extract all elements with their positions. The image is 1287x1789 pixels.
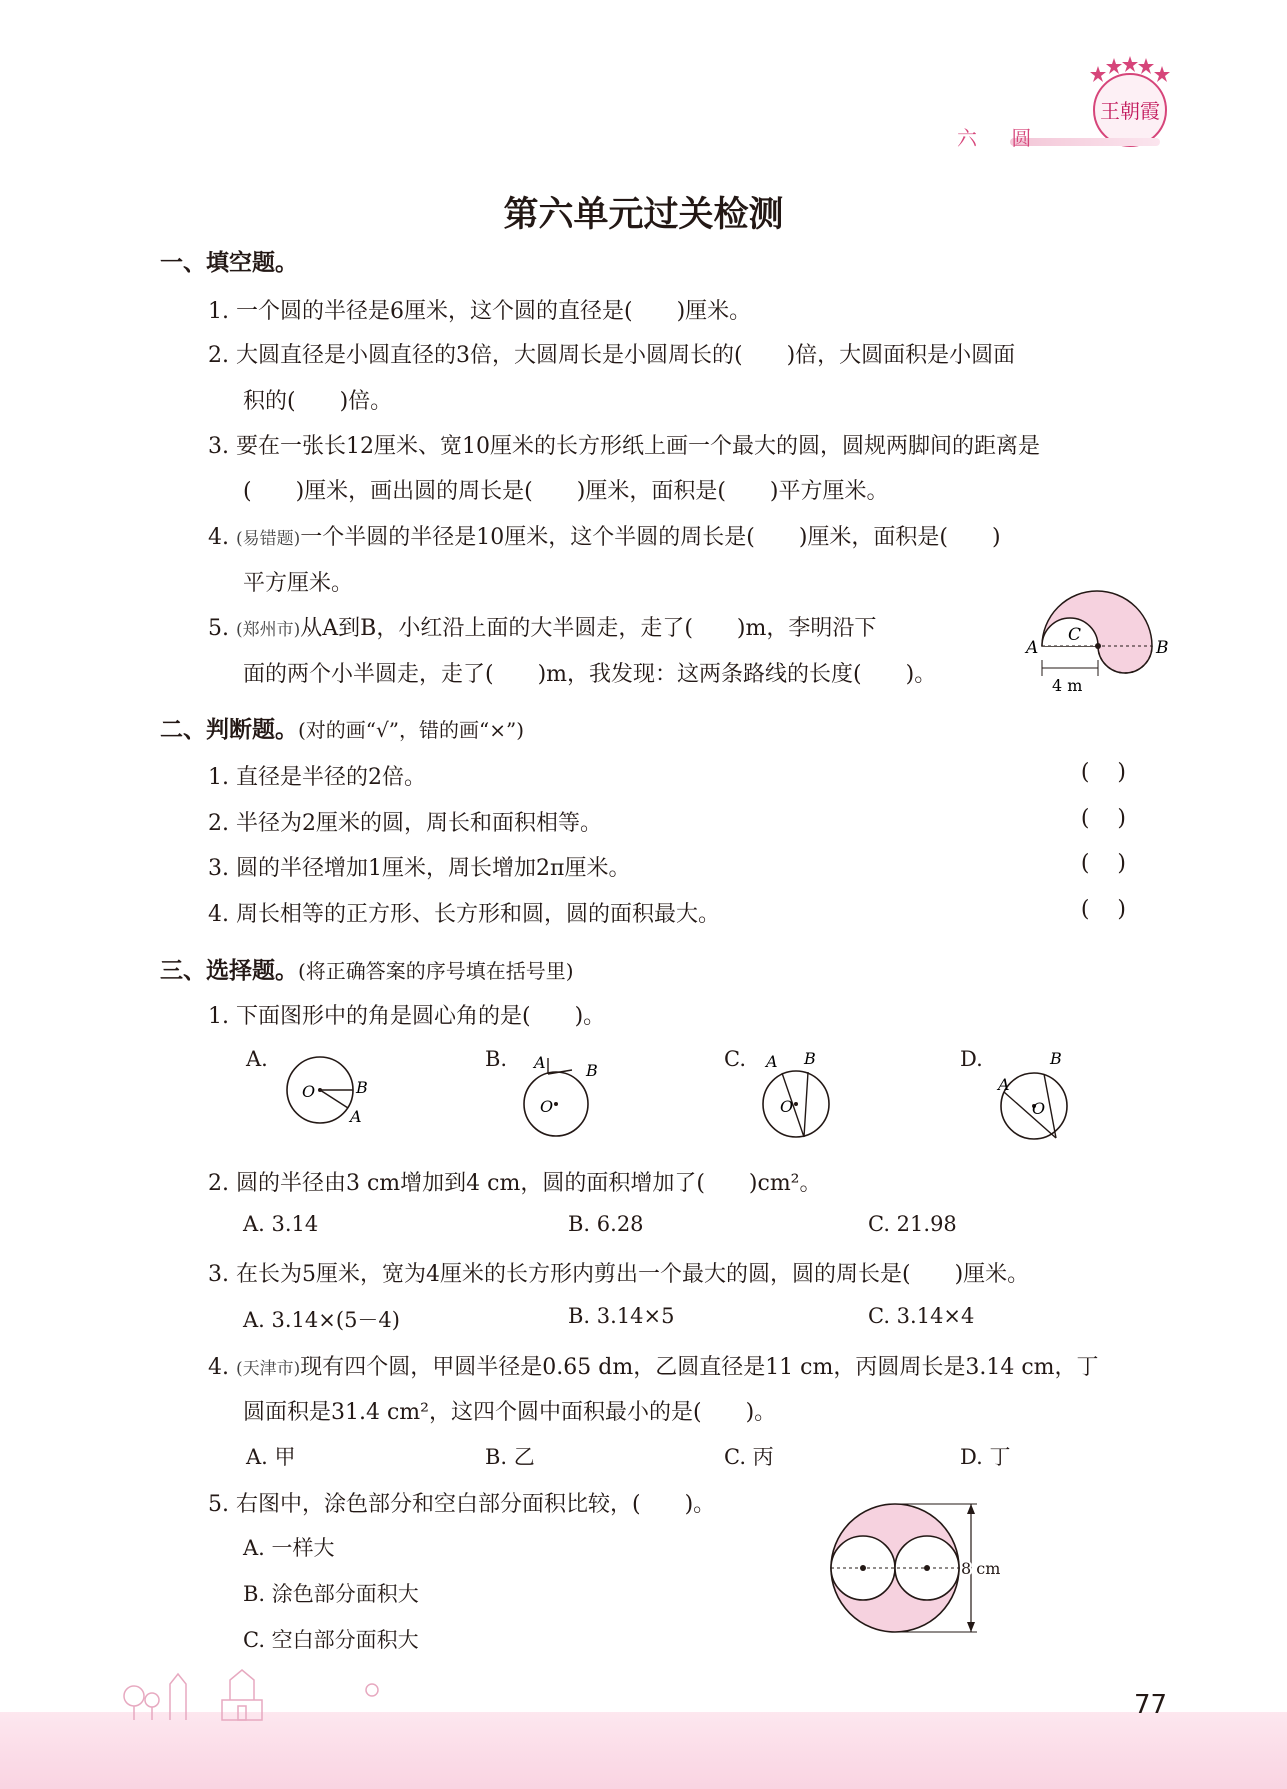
s2-answer-4[interactable]: () bbox=[1080, 897, 1154, 922]
section3-note: (将正确答案的序号填在括号里) bbox=[298, 959, 574, 983]
s1-q4b: 平方厘米。 bbox=[243, 571, 354, 596]
s1-q5 bbox=[208, 611, 876, 642]
s3-q4-num: 4. bbox=[208, 1355, 229, 1380]
s3-q5-opt-a: A. 一样大 bbox=[243, 1536, 335, 1560]
s3-q2: 2. 圆的半径由3 cm增加到4 cm，圆的面积增加了( )cm²。 bbox=[208, 1171, 822, 1196]
fig-d-label-b: B bbox=[1050, 1049, 1062, 1068]
s3-q1-opt-d: D. bbox=[960, 1047, 983, 1071]
s1-q5b: 面的两个小半圆走，走了( )m，我发现：这两条路线的长度( )。 bbox=[243, 662, 937, 687]
shaded-circle-figure bbox=[825, 1496, 1015, 1638]
s3-q2-opt-b: B. 6.28 bbox=[568, 1212, 644, 1236]
fig-label-b: B bbox=[1156, 638, 1169, 658]
s2-item-4: 4. 周长相等的正方形、长方形和圆，圆的面积最大。 bbox=[208, 902, 720, 927]
s1-q2a: 2. 大圆直径是小圆直径的3倍，大圆周长是小圆周长的( )倍，大圆面积是小圆面 bbox=[208, 343, 1016, 368]
s3-q1-opt-a: A. bbox=[246, 1047, 268, 1071]
s3-q2-opt-c: C. 21.98 bbox=[868, 1212, 957, 1236]
fig-label-a: A bbox=[1026, 638, 1039, 658]
section3-heading bbox=[160, 952, 574, 985]
logo-text: 王朝霞 bbox=[1100, 99, 1160, 123]
semicircle-path-figure bbox=[1020, 588, 1170, 700]
s3-q5: 5. 右图中，涂色部分和空白部分面积比较，( )。 bbox=[208, 1492, 716, 1517]
s3-q4 bbox=[208, 1350, 1099, 1381]
s3-q2-opt-a: A. 3.14 bbox=[243, 1212, 319, 1236]
s3-q4-opt-d: D. 丁 bbox=[960, 1445, 1011, 1469]
fig-c-label-o: O bbox=[780, 1097, 794, 1116]
s1-q4 bbox=[208, 520, 1001, 551]
s3-q4b: 圆面积是31.4 cm²，这四个圆中面积最小的是( )。 bbox=[243, 1400, 777, 1425]
s2-item-1: 1. 直径是半径的2倍。 bbox=[208, 765, 426, 790]
angle-figure-a bbox=[280, 1040, 380, 1140]
s1-q4-num: 4. bbox=[208, 525, 229, 550]
page-number: 77 bbox=[1134, 1690, 1168, 1720]
s3-q3-opt-a: A. 3.14×(5－4) bbox=[243, 1308, 400, 1332]
fig-c-label-a: A bbox=[766, 1052, 778, 1071]
publisher-logo bbox=[1068, 52, 1188, 152]
s2-answer-1[interactable]: () bbox=[1080, 760, 1154, 785]
unit-label: 六 圆 bbox=[957, 126, 1046, 150]
s3-q4-opt-c: C. 丙 bbox=[724, 1445, 774, 1469]
section1-heading: 一、填空题。 bbox=[160, 250, 298, 276]
s1-q4-text: 一个半圆的半径是10厘米，这个半圆的周长是( )厘米，面积是( ) bbox=[300, 525, 1001, 550]
s3-q5-opt-c: C. 空白部分面积大 bbox=[243, 1628, 419, 1652]
s2-item-2: 2. 半径为2厘米的圆，周长和面积相等。 bbox=[208, 811, 602, 836]
fig-dimension-8cm: 8 cm bbox=[961, 1559, 1001, 1578]
s3-q5-opt-b: B. 涂色部分面积大 bbox=[243, 1582, 419, 1606]
section3-title: 三、选择题。 bbox=[160, 958, 298, 984]
fig-b-label-b: B bbox=[586, 1061, 598, 1080]
s3-q1-opt-c: C. bbox=[724, 1047, 746, 1071]
s3-q3-opt-b: B. 3.14×5 bbox=[568, 1304, 675, 1328]
section2-title: 二、判断题。 bbox=[160, 717, 298, 743]
fig-d-label-a: A bbox=[998, 1075, 1010, 1094]
s3-q3-opt-c: C. 3.14×4 bbox=[868, 1304, 975, 1328]
section2-note: (对的画“√”，错的画“×”) bbox=[298, 718, 525, 742]
s1-q2b: 积的( )倍。 bbox=[243, 389, 393, 414]
s2-answer-2[interactable]: () bbox=[1080, 806, 1154, 831]
s3-q1: 1. 下面图形中的角是圆心角的是( )。 bbox=[208, 1004, 606, 1029]
s1-q3b: ( )厘米，画出圆的周长是( )厘米，面积是( )平方厘米。 bbox=[243, 479, 889, 504]
fig-d-label-o: O bbox=[1032, 1099, 1046, 1118]
fig-dimension: 4 m bbox=[1052, 676, 1083, 695]
s1-q5-num: 5. bbox=[208, 616, 229, 641]
s1-q1: 1. 一个圆的半径是6厘米，这个圆的直径是( )厘米。 bbox=[208, 299, 752, 324]
s3-q1-opt-b: B. bbox=[485, 1047, 508, 1071]
angle-figure-c bbox=[756, 1040, 856, 1140]
s1-q5-tag: (郑州市) bbox=[236, 620, 301, 640]
fig-a-label-a: A bbox=[350, 1107, 362, 1126]
s1-q3a: 3. 要在一张长12厘米、宽10厘米的长方形纸上画一个最大的圆，圆规两脚间的距离是 bbox=[208, 434, 1040, 459]
fig-a-label-o: O bbox=[302, 1082, 316, 1101]
s3-q4-tag: (天津市) bbox=[236, 1359, 301, 1379]
fig-a-label-b: B bbox=[356, 1078, 368, 1097]
footer-castle-decoration bbox=[112, 1634, 412, 1724]
page-title: 第六单元过关检测 bbox=[503, 195, 784, 235]
s3-q4-opt-a: A. 甲 bbox=[246, 1445, 296, 1469]
fig-c-label-b: B bbox=[804, 1049, 816, 1068]
fig-b-label-a: A bbox=[534, 1053, 546, 1072]
s3-q4-opt-b: B. 乙 bbox=[485, 1445, 535, 1469]
s3-q3: 3. 在长为5厘米，宽为4厘米的长方形内剪出一个最大的圆，圆的周长是( )厘米。 bbox=[208, 1262, 1030, 1287]
s2-answer-3[interactable]: () bbox=[1080, 851, 1154, 876]
s1-q4-tag: (易错题) bbox=[236, 529, 301, 549]
s2-item-3: 3. 圆的半径增加1厘米，周长增加2π厘米。 bbox=[208, 856, 631, 881]
s1-q5-text: 从A到B，小红沿上面的大半圆走，走了( )m，李明沿下 bbox=[300, 616, 877, 641]
s3-q4-text: 现有四个圆，甲圆半径是0.65 dm，乙圆直径是11 cm，丙圆周长是3.14 cm，丁 bbox=[300, 1355, 1099, 1380]
section2-heading bbox=[160, 711, 524, 744]
angle-figure-b bbox=[518, 1040, 618, 1140]
fig-label-c: C bbox=[1068, 625, 1082, 645]
angle-figure-d bbox=[990, 1040, 1090, 1150]
fig-b-label-o: O bbox=[540, 1097, 554, 1116]
